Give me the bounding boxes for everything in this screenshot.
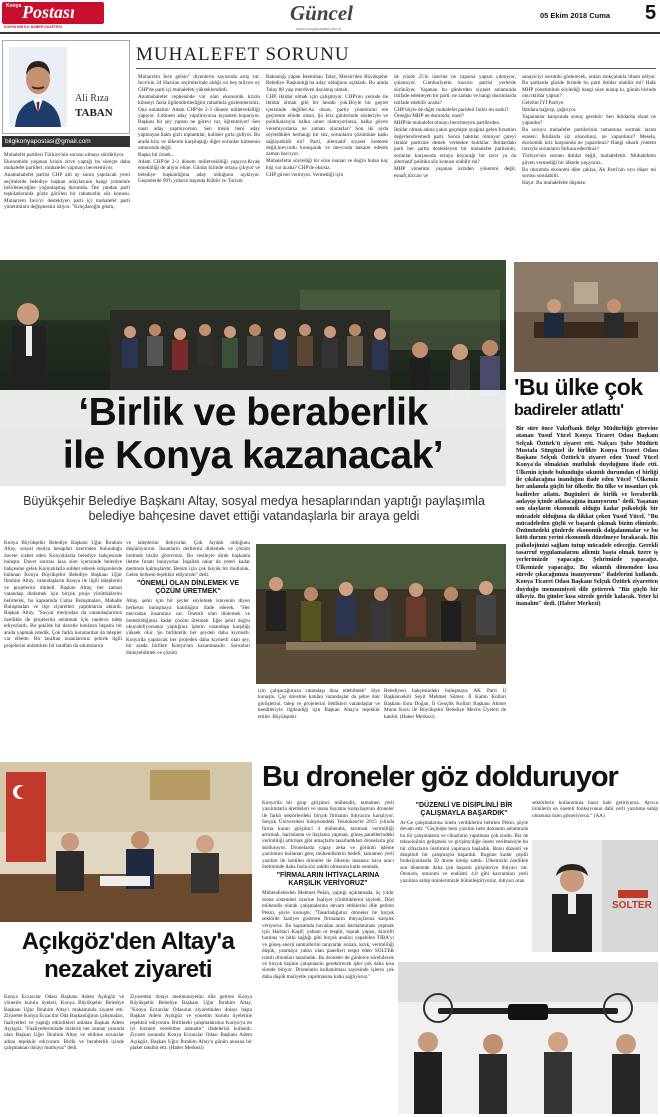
paragraph: sanayiciyi sorumlu gösterecek, onları stokçulukla itham ediyor. Bu şartlarda güzide birinde bu parti iktidar olabilir mi? Halk MHP yönetiminin söylediği hangi söze inanıp kı, günün birinde onu iktidar yapsın? <box>522 74 656 100</box>
column-text-col3 <box>266 74 388 179</box>
drone-text-col1 <box>262 800 394 981</box>
column-text-col1 <box>4 152 130 211</box>
paragraph: Mühendislerden Mehmet Pekin, yaptığı açıklamada, üç yıldır drone sistemleri üzerine faaliyet yürüttüklerini söyledi. Dört mühendis olarak çalışmalarına devam ettiklerini dile getiren Pekin, şöyle konuştu: "Tasarladığımız droneler ile birçok sektörde faaliyet gösteren firmaların ihtiyaçlarına karşılık veriyoruz. Bu kapsamda havadan arazi haritalanması yapmak için Haritacı Kaşif; yabani ot tespiti, toprak yapısı, klorofil haritası ve bitki sağlığı gibi birçok analizi yapabilen TİBA'yı ve güneş enerji santrallerini tarayarak arızalı, kırık, verimliliği düşük, yanmaya yakın olan panelleri tespit eden SOLTER isimli droneları tasarladık. Bu droneler de günlerce sürebilecek ve birçok kişinin çalışmasını gerektirecek işler çok daha kısa sürede bitiyor. Dronelarin kullanılması sayesinde işlerin çok daha düşük maliyetle yapılmasına katkı sağlıyoruz." <box>262 890 394 980</box>
paragraph: Bu durumda ekonomi dibe çaklsa, Ak Parti'nin oyu düşer mi sorusu sorulabilir. <box>522 166 656 180</box>
website-label: www.konyapostasi.com.tr <box>296 26 342 31</box>
column-title-rule <box>136 68 656 69</box>
paragraph: Ar-Ge çalışmalarına önem verdiklerini belirten Pekin, şöyle devam etti: "Geçmişte hem yazılım hem donanım anlamında bu tür çalışmaların ve cihazların yapılması çok zordu. Biz de teknolojinin gelişmesi ve girişimciliğe önem verilmesiyle bu tür cihazların üretimini yapmaya başladık. Bunu düzenli ve disiplinli bir çalışmayla başardık. Bugüne kadar çeşitli fonksiyonlarda 50 drone üretip sattık. Ülkemizin özellikle son dönemde daha çok başarılı girişimciye ihtiyacı var. Otonom, otonomi ve endüstri 4.0 gibi kavramları yerli yazılıma sahip ürünlerimizle bütünleştiriyoruz, ihtiyacı olan <box>400 820 528 884</box>
paragraph: CHP böyle de diğer muhalefet partileri farklı mı sanki? <box>394 106 509 113</box>
page-number: 5 <box>645 2 657 24</box>
drone-subtitle-1: "FİRMALARIN İHTİYAÇLARINA KARŞILIK VERİYORUZ" <box>276 872 380 888</box>
paragraph: MHP'de muhalefet olmayı becermeyen partilerden. <box>394 120 501 127</box>
paragraph: Gelelim İYİ Partiye. <box>522 100 565 107</box>
paragraph: Ekonomide yaşanan krizin zirve yaptığı bu süreçte daha muhalefet partileri, muhalefet yapmayı beceremiyor. <box>4 158 130 172</box>
paragraph: İktidara bağırıp, çağırıyor. <box>522 107 577 114</box>
main-subtitle-2: "ÖNEMLİ OLAN DİNLEMEK VE ÇÖZÜM ÜRETMEK" <box>136 580 240 596</box>
newspaper-logo <box>2 2 104 24</box>
column-title: MUHALEFET SORUNU <box>136 44 350 65</box>
paragraph: Türkiye'nin sorunu iktidar değil, muhalefettir. Muhalefetin güven vermediği bir ülkede yaşıyoruz. <box>522 153 656 166</box>
side-headline-line2: badireler atlattı' <box>514 402 624 419</box>
visit-story-photo <box>0 762 252 922</box>
visit-headline-line2: nezaket ziyareti <box>44 956 212 983</box>
author-box <box>2 40 130 134</box>
visit-headline-line1: Açıkgöz'den Altay'a <box>21 928 235 955</box>
paragraph: Altay, şehir için bir şeyler söylemek isteyenin diyen herkesin buluşmaya katıldığını ifade ederek, "Her mecradan insanımız var. Önemli olan dinlemek ve üretebildiğimiz kadar çözüm üretmek. Eğer şehri doğru okuyabiliyorsanız yaptığınız işlerin vatandaşa karşılığı yüksek olur. Şu birliktelik her şeyden daha kıymetli. Konya'da yapılacak her projeden daha kıymetli olan şey, bir arada birlikte Konya'nın kazanmasıdır. Sorunları dinleyebilmek ve çözüm <box>126 598 250 656</box>
side-story-text: Bir süre önce Vakıfbank Bölge Müdürlüğü görevine atanan Yusuf Yücel Konya Ticaret Odası Başkanı Selçuk Öztürk'ü ziyaret etti. Nalçacı Şube Müdürü Mustafa Süngüzel ile birlikte Konya Ticaret Odası Başkanı Selçuk Öztürk'ü ziyaret eden Yusuf Yücel Konya'da olmaktan mutluluk duyduğunu ifade etti. Ülkenin içinde bulunduğu sıkıntılı durumdan el birliği ile çıkılacağına inandığını ifade eden Yücel "Ülkemiz her anlamda güçlü bir ülkedir. Bu ülke ve insanları çok badireler atlattı. Bugünleri de birlik ve beraberlik anlayışı içinde atlatacağına inanıyorum" dedi. Yaşanan son olayların ekonomik olduğu kadar psikolojik bir mücadele olduğuna da dikkat çeken Yusuf Yücel, "Bu mücadeleden güçlü ve başarılı çıkmak bizim elimizde. Önümüzdeki günlerde ekonomik dalgalanmalar ve bu kötü durum yerini ekonomik düzelmeye bırakacak. Biz psikolojimizi sağlam tutup mücadele edeceğiz. Gerekli tasarruf uygulamalarını ailemiz başta olmak üzere iş yerlerimizde yapacağız. Şehrimizde yapacağız. Ülkemizde yapacağız. Bu sıkıntılı dönemden kısa sürede çıkacağımıza inanıyorum" ifadelerini kullandı. Konya Ticaret Odası Başkanı Selçuk Öztürk ziyaretten duyduğu memnuniyeti dile getirerek "Biz güçlü bir ülkeyiz. Bu günler kısa sürede geride kalacak. Yeter ki inanalım" dedi. (Haber Merkezi) <box>516 426 658 608</box>
main-subhead: Büyükşehir Belediye Başkanı Altay, sosyal medya hesaplarından yaptığı paylaşımla belediye bahçesine davet ettiği vatandaşlarla bir araya geldi <box>23 494 485 523</box>
masthead <box>0 0 660 34</box>
main-text-col4 <box>384 688 506 721</box>
paragraph: Bakanlığı yapan İstemihan Talay, Mersin'den Büyükşehir Belediye Başkanlığı'na aday olduğunu açıkladı. Bu arada Talay 80 yaşı merdiven dayamış olmalı. <box>266 74 388 93</box>
column-text-col2 <box>138 74 260 185</box>
main-story-photo-2 <box>256 544 506 684</box>
paragraph: Yaşananlar karşısında sonuç gerektir: Sen iktidarda olsan ne yapardın? <box>522 113 656 127</box>
paragraph: Anamuhalefet cephesinde var olan ekonomik krizin kimseyi fazla ilgilendirmediğini rahatlıkla gözlemlersiniz. Ona unlatalım: Adam CHP'de 2-3 dönem milletvekilliği yapıyor. 4.dönem aday yapılmıyorsa kıyameti koparıyor. Başkası bir şey yapsın ne görevi var, öğrenmiyor! Sen nasıl aday yapmıyorsun. Sen misin beni aday yapmayan.Sakh gizli toplantılar, kulisler gırla gidiyor. Bu arada kriz ve ülkenin karşılaştığı diğer sorunlar kimsenin umurunda değil. <box>138 93 260 151</box>
section-title: Güncel <box>290 1 353 25</box>
column-text-col4 <box>394 74 516 180</box>
drone-headline: Bu droneler göz dolduruyor <box>262 761 618 793</box>
drone-subtitle-2: "DÜZENLİ VE DİSİPLİNLİ BİR ÇALIŞMAYLA BAŞARDIK" <box>415 802 513 817</box>
author-last-name: TABAN <box>75 107 113 119</box>
author-first-name: Ali Rıza <box>75 93 109 104</box>
main-text-col2 <box>126 540 250 657</box>
column-section <box>0 36 660 258</box>
paragraph: de yüzde 25'in üzerine ne yaparsa yapsın çıkmıyor, çıkamıyor. Cumhuriyetin kurucu partisi yerlerde sürünüyor. Yaşanan bu günlerden siyaset anlamında istifade edemeyen bir parti, ne zaman ve hangi durumlarda istifade edebilir acaba? <box>394 74 516 106</box>
author-email: bilgikonyapostasi@gmail.com <box>2 136 130 147</box>
paragraph: CHP güven vermiyor. Vermediği için <box>266 171 344 178</box>
paragraph: Örneğin MHP ne durumda, nasıl? <box>394 113 464 120</box>
main-story-photo <box>0 260 506 486</box>
drone-story-photo-2 <box>398 962 658 1114</box>
drone-story-photo-1 <box>532 840 658 952</box>
paragraph: Bu soruyu muhalefet partilerinin tamamına sormak lazım esasen: İktidarda siz olsaydınız, ne yapardınız? Mesela, ekonomik kriz karşısında ne yapardınız? Hangi siharlı yöntem tarzıyla sorunların farkına ederdiniz? <box>522 127 656 153</box>
drone-text-col3: sektörlerin kullanımına hazır hale getiriyoruz. Ayrıca ürünlerin en önemli fonksiyonun dahi yerli yazılıma sahip olmasına özen gösteriyoruz." (AA) <box>532 800 658 819</box>
main-text-col3 <box>258 688 380 721</box>
logo-title: Postası <box>22 2 76 22</box>
paragraph: CHP, iktidar olmak için çalışmıyor. CHP'nin yerinde ile iktidar olmak gibi bir hesabı yok.Böyle bir gayret içerisinde değiller.Az olsun, partiy yönetimini ele geçirenin elinde olsun. Şu kriz günlerinde sözleriyle ve politikalarıyla halka umut olamıyorlarsa, halka güven veremiyorlarsa ne zaman olacaklar? Son iki ayda söyledikleri herhangi bir söz, sorunların çözümüne katkı sağlayabildi mi? Parti, alternatif siyaset üreterek değil,mevcudu konuşarak ve mevcuda hakaret ederek zaman harcıyor. <box>266 93 388 158</box>
visit-text-col1: Konya Eczacılar Odası Başkanı Adem Açıkgöz ve yönetim kurulu üyeleri, Konya Büyükşehir Belediye Başkanı Uğur İbrahim Altay'ı makamında ziyaret etti. Ziyarette Konya Eczacılar Oda Başkanlığının çalışmaları, faaliyetleri ve yaptığı etkinlikleri anlatan Başkan Adem Açıkgöz, "Faaliyetlerimizde bizlerin her zaman yanında olan Başkan Uğur İbrahim Altay ve ekibine eczacılar adına teşekkür ediyorum. Birlik ve beraberlik içinde çalışmaktan dolayı mutluyuz" dedi. <box>4 994 124 1052</box>
paragraph: Muharrem İnce gelsin" diyenlerin sayısında artış var. İnce'nin 24 Haziran seçimlerinde aldığı on beş milyon oy CHP'de parti içi muhalefeti yükseklendirdi. <box>138 74 260 93</box>
author-photo <box>9 47 67 127</box>
paragraph: Konya Büyükşehir Belediye Başkanı Uğur İbrahim Altay, sosyal medya hesapları üzerinden bulunduğu davete icabet eden Konyalılarla belediye bahçesinde buluştu. Davet sonrası kısa süre içerisinde belediye bahçesine gelen Konyalılarla sohbet ederek istişarelerde bulunan Konya Büyükşehir Belediye Başkanı Uğur İbrahim Altay, vatandaşların Konya ile ilgili taleplerini ve projelerini dinledi. Başkan Altay, her zaman vatandaşı dinlemek için birçok proje yürüttüklerini belirterek, bu kapsamda Cuma Buluşmaları, Mahalle Buluşmaları ve ilçe ziyaretleri yaptıklarını aktardı. Başkan Altay, "Sosyal medyadan da vatandaşlarımız özellikle de projelerini anlatmak için randevu talep ediyorlardı. Bu şekilde bir davetle bunların hepsini bir arada yapmak istedik. Çok farklı konulardan da talepler var elbette. Bir taraftan insanlarımız şehirle ilgili projelerini anlatırken bir taraftan da sıkıntılarını <box>4 540 122 649</box>
masthead-rule <box>0 32 660 34</box>
paragraph: Konya'da bir grup girişimci mühendis, tamamen yerli yazılımlarla ürettikleri ve insan hayatını kolaylaştıran droneler ile farklı sektörlerdeki birçok firmanın ihtiyacını karşılıyor. Selçuk Üniversitesi bünyesindeki Teknokent'te 2015 yılında firma kuran girişimci 4 mühendis, tarımsal verimliliği artırmak, haritalama ve ilaçlama yapmak, güneş panellerindeki verimliliği artırmak gibi amaçlarla tasarladıkları dronelarla göz dolduruyor. Dronelarda yapay zeka ve görüntü işleme yazılımını kullanan genç mühendislerin hedefi, tamamen yerli yazılım ile üretilen droneler ile ülkenin insansız hava aracı üretiminde daha fazla söz sahibi olmasına katkı sunmak. <box>262 800 394 871</box>
visit-text-col2: Ziyaretten dolayı memnuniyetini dile getiren Konya Büyükşehir Belediye Başkanı Uğur İbrahim Altay, "Konya Eczacılar Odasının ziyaretinden dolayı başta Başkan Adem Açıkgöz ve yönetim kurulu üyelerine teşekkür ediyorum. Birlikteki çalışmalarımız Konya'ya en iyi hizmeti verebilme adınadır" ifadelerini kullandı. Ziyaret sonunda Konya Eczacılar Odası Başkanı Adem Açıkgöz, Başkan Uğur İbrahim Altay'a günün anısına bir plaket takdim etti. (Haber Merkezi) <box>130 994 252 1052</box>
side-story-photo <box>514 262 658 372</box>
paragraph: İktidar olmak adına yakın geçmişte ayağına gelen fırsatları değerlendiremedi parti. Sonra baktılar olmuyor çareyi iktidar partisine destek vermekte buldular. İktidardaki parti her şartta destekleyen bir muhalefet partisinin, sorunlar karşısında ortaya koyacağı bir tavır ya da alternatif politika söz konusu olabilir mi? <box>394 127 517 166</box>
paragraph: Başka bir örnek... <box>138 151 175 158</box>
main-headline-line1: ‘Birlik ve beraberlik <box>78 391 428 434</box>
paragraph: için çalışacağımıza vatandaşı ikna edebilmek" diye konuştu. Çay davetine katılan vatandaşlar da şehre dair görüşlerini, talep ve projelerini ilettikleri vatandaşlar ve kendileriyle ilgilendiği için Başkan Altay'a teşekkür ettiler. Büyükşehir <box>258 688 380 720</box>
paragraph: Muhalefetin söylediği bir söze inanan ve doğru bulan kaç kişi var acaba? CHP'de eksisiz. <box>266 158 388 171</box>
column-text-col5 <box>522 74 656 187</box>
paragraph: MHP yönetimi yaşanan krizden yönetimi değil, esnafı,tüccarı ve <box>394 166 516 179</box>
paragraph: Muhalefet partileri Türkiye'nin sorunu olmayı sürdürüyor. <box>4 152 125 158</box>
issue-date: 05 Ekim 2018 Cuma <box>540 11 611 20</box>
logo-prefix: Konya <box>6 3 22 9</box>
drone-banner-text: SOLTER <box>612 900 652 911</box>
drone-text-col2 <box>400 800 528 885</box>
side-headline-line1: 'Bu ülke çok <box>514 374 643 400</box>
main-text-col1 <box>4 540 122 649</box>
paragraph: Belediyesi bahçesindeki buluşmaya AK Parti İl Başkanvekili Seyit Mehmet Sümer, İl Kadın Kolları Başkanı Esra Doğan, İl Gençlik Kolları Başkanı Ahmet Murat Koru ile Büyükşehir Belediye Meclis Üyeleri de katıldı. (Haber Merkezi) <box>384 688 506 720</box>
main-headline-line2: ile Konya kazanacak’ <box>62 434 444 477</box>
paragraph: ve taleplerini iletiyorlar. Çok faydalı olduğunu düşünüyorum. İnsanların dertlerini dinlemek ve çözüm üretmek bizim görevimiz. Bu vesileyle direk başkanla iletme fırsatı buluyorlar. İnşallah onlar da yeteri kadar memnun kalmışlardır. Benim için çok büyük bir mutluluk. Gelen herkese teşekkür ediyorum" dedi. <box>126 540 250 579</box>
paragraph: Anamuhalefet partisi CHP altı ay sonra yapılacak yerel seçimlerde belediye başkan adaylarının hangi yöntemle belirleneceğine yoğunlaşmış durumda. Öte yandan parti teşkilatlarında gözle görülen bir rahatsızlık söz konusu. Muharrem İnce'yi desteklyen parti içi muhalefet parti yönetiminin değişmesini istiyor. "Kılıçdaroğlu gitsin, <box>4 172 130 211</box>
paragraph: Hayır. Bu muhalefetle düşmez. <box>522 180 587 186</box>
logo-tagline: KONYA'NIN İLK HABER GAZETESİ <box>4 25 62 29</box>
paragraph: Adam CHP'de 2-3 dönem milletvekilliği yapıyor.Kıyak emekliliği de alıyor eline. Günün birinde ortaya çıkıyor ve belediye başkanlığına aday olduğunu açıklıyor. Geçenlerde 90'lı yılların başında Kültür ve Turizm <box>138 158 260 184</box>
